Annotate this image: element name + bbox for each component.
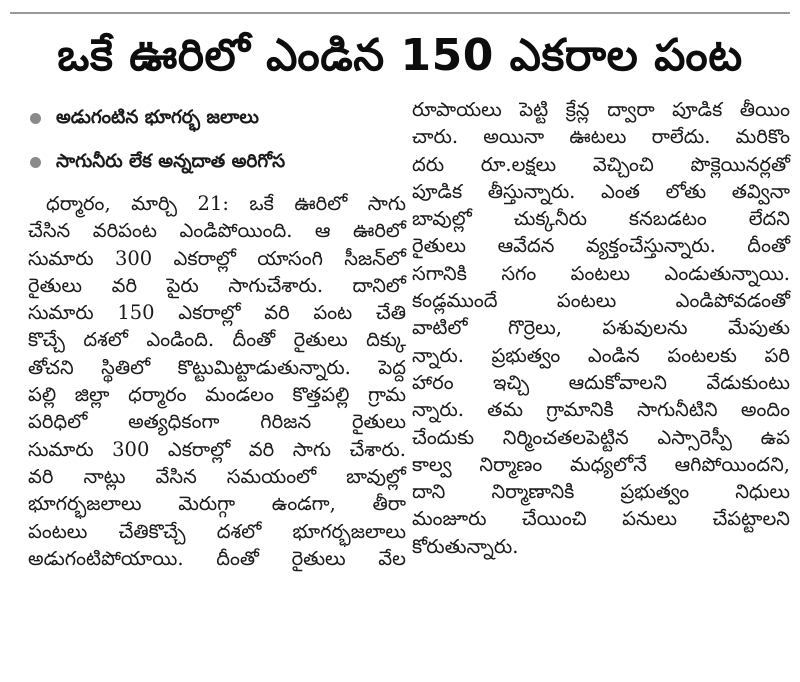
- body-line: ధర్మారం, మార్చి 21: ఒకే ఊరిలో సాగు: [46, 192, 406, 215]
- body-line: సుమారు 300 ఎకరాల్లో వరి సాగు చేశారు.: [28, 437, 406, 461]
- body-line: పల్లి జిల్లా ధర్మారం మండలం కొత్తపల్లి గ్రామ: [28, 383, 406, 407]
- bullet-item: [28, 96, 406, 140]
- body-line: తోచని స్థితిలో కొట్టుమిట్టాడుతున్నారు. పెద్ద: [28, 355, 406, 379]
- body-line: చేందుకు నిర్మించతలపెట్టిన ఎస్సారెస్పీ ఉప: [412, 425, 790, 449]
- body-line: కండ్లముందే పంటలు ఎండిపోవడంతో: [412, 289, 790, 313]
- body-line: న్నారు. ప్రభుత్వం ఎండిన పంటలకు పరి: [412, 343, 790, 367]
- body-line: పంటలు చేతికొచ్చే దశలో భూగర్భజలాలు: [28, 519, 406, 543]
- body-line: పరిధిలో అత్యధికంగా గిరిజన రైతులు: [28, 410, 406, 434]
- body-line: సుమారు 300 ఎకరాల్లో యాసంగి సీజన్‌లో: [28, 246, 406, 270]
- body-line: మంజూరు చేయించి పనులు చేపట్టాలని: [412, 507, 790, 531]
- body-line: హారం ఇచ్చి ఆదుకోవాలని వేడుకుంటు: [412, 370, 790, 394]
- body-line: వరి నాట్లు వేసిన సమయంలో బావుల్లో: [28, 464, 406, 488]
- body-line: దరు రూ.లక్షలు వెచ్చించి పొక్లెయినర్లతో: [412, 152, 790, 176]
- body-line: భూగర్భజలాలు మెరుగ్గా ఉండగా, తీరా: [28, 492, 406, 516]
- body-line: రూపాయలు పెట్టి క్రేన్ల ద్వారా పూడిక తీయిం: [412, 98, 790, 121]
- body-line: వాటిలో గొర్రెలు, పశువులను మేపుతు: [412, 316, 790, 340]
- body-line: పూడిక తీస్తున్నారు. ఎంత లోతు తవ్వినా: [412, 179, 790, 203]
- headline: ఒకే ఊరిలో ఎండిన 150 ఎకరాల పంట: [57, 30, 743, 81]
- body-line: కొచ్చే దశలో ఎండింది. దీంతో రైతులు దిక్కు: [28, 328, 406, 352]
- body-line: కాల్వ నిర్మాణం మధ్యలోనే ఆగిపోయిందని,: [412, 452, 790, 476]
- left-column: [28, 96, 406, 572]
- body-line: అడుగంటిపోయాయి. దీంతో రైతులు వేల: [28, 546, 406, 570]
- body-line: చారు. అయినా ఊటలు రాలేదు. మరికొం: [412, 125, 790, 149]
- body-line: రైతులు వరి పైరు సాగుచేశారు. దానిలో: [28, 273, 406, 297]
- body-line: రైతులు ఆవేదన వ్యక్తంచేస్తున్నారు. దీంతో: [412, 234, 790, 258]
- top-rule: [10, 12, 790, 14]
- bullet-dot-icon: [30, 157, 41, 168]
- body-line: సుమారు 150 ఎకరాల్లో వరి పంట చేతి: [28, 301, 406, 325]
- body-line: కోరుతున్నారు.: [412, 534, 519, 558]
- bullet-item: [28, 140, 406, 184]
- body-line: దాని నిర్మాణానికి ప్రభుత్వం నిధులు: [412, 480, 790, 504]
- bullet-text: సాగునీరు లేక అన్నదాత అరిగోస: [56, 151, 286, 172]
- bullet-text: అడుగంటిన భూగర్భ జలాలు: [56, 107, 259, 128]
- bullet-dot-icon: [30, 113, 41, 124]
- bullet-list: [28, 96, 406, 184]
- body-line: చేసిన వరిపంట ఎండిపోయింది. ఆ ఊరిలో: [28, 219, 406, 243]
- body-line: సగానికి సగం పంటలు ఎండుతున్నాయి.: [412, 261, 790, 285]
- right-column: [412, 96, 790, 560]
- body-line: బావుల్లో చుక్కనీరు కనబడటం లేదని: [412, 207, 790, 231]
- left-body-text: [28, 190, 406, 572]
- body-line: న్నారు. తమ గ్రామానికి సాగునీటిని అందిం: [412, 398, 790, 422]
